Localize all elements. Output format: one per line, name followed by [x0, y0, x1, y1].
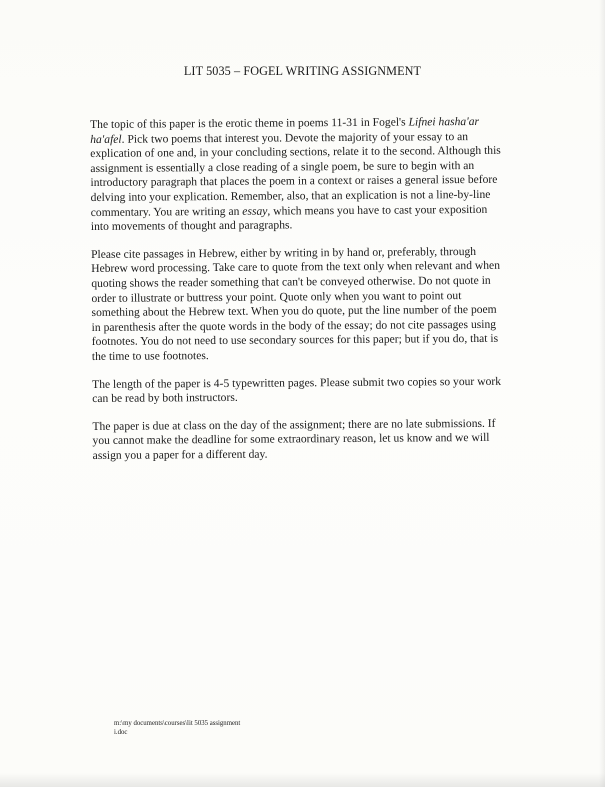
text-segment: The paper is due at class on the day of the assignment; there are no late submissions. If you cannot make the deadline for some extraordinary reason, let us know and we will assign you a paper for a different day. — [92, 416, 496, 462]
text-segment: The length of the paper is 4-5 typewritten pages. Please submit two copies so your work can be read by both instructors. — [92, 374, 502, 406]
text-segment: , which means you have to cast your exposition into movements of thought and paragraphs. — [90, 202, 488, 234]
paragraph-topic — [90, 115, 503, 235]
poem-title-italic: Lifnei hasha'ar ha'afel — [90, 114, 480, 146]
paragraph-deadline — [92, 416, 504, 463]
footer-line-2: i.doc — [114, 729, 128, 736]
text-segment: . Pick two poems that interest you. Devote the majority of your essay to an explication of one and, in your concluding sections, relate it to the second. Although this assignment is essentially a close reading of a single poem, be sure to begin with an introductory paragraph that places the poem in a context or raises a general issue before delving into your explication. Remember, also, that an explication is not a line-by-line commentary. You are writing an — [90, 129, 501, 219]
text-segment: The topic of this paper is the erotic theme in poems 11-31 in Fogel's — [90, 115, 409, 131]
paragraph-text — [91, 245, 504, 365]
scan-shadow-right — [599, 0, 605, 787]
paragraph-text — [92, 416, 504, 463]
paragraph-length — [92, 374, 504, 406]
paragraph-text — [92, 374, 504, 406]
essay-italic: essay — [242, 204, 268, 218]
paragraph-text — [90, 115, 503, 235]
text-segment: Please cite passages in Hebrew, either by writing in by hand or, preferably, through Hebrew word processing. Take care to quote from the text only when relevant and when quoting shows the reader something that can't be conveyed otherwise. Do not quote in order to illustrate or buttress your point. Quote only when you want to point out something about the Hebrew text. When you do quote, put the line number of the poem in parenthesis after the quote words in the body of the essay; do not cite passages using footnotes. You do not need to use secondary sources for this paper; but if you do, that is the time to use footnotes. — [91, 244, 501, 363]
scan-shadow-bottom — [0, 773, 605, 787]
assignment-body — [90, 115, 505, 477]
paragraph-citation — [91, 245, 504, 365]
page-title: LIT 5035 – FOGEL WRITING ASSIGNMENT — [183, 64, 422, 78]
file-path-footer — [114, 719, 240, 737]
footer-line-1: m:\my documents\courses\lit 5035 assignment — [114, 720, 241, 727]
